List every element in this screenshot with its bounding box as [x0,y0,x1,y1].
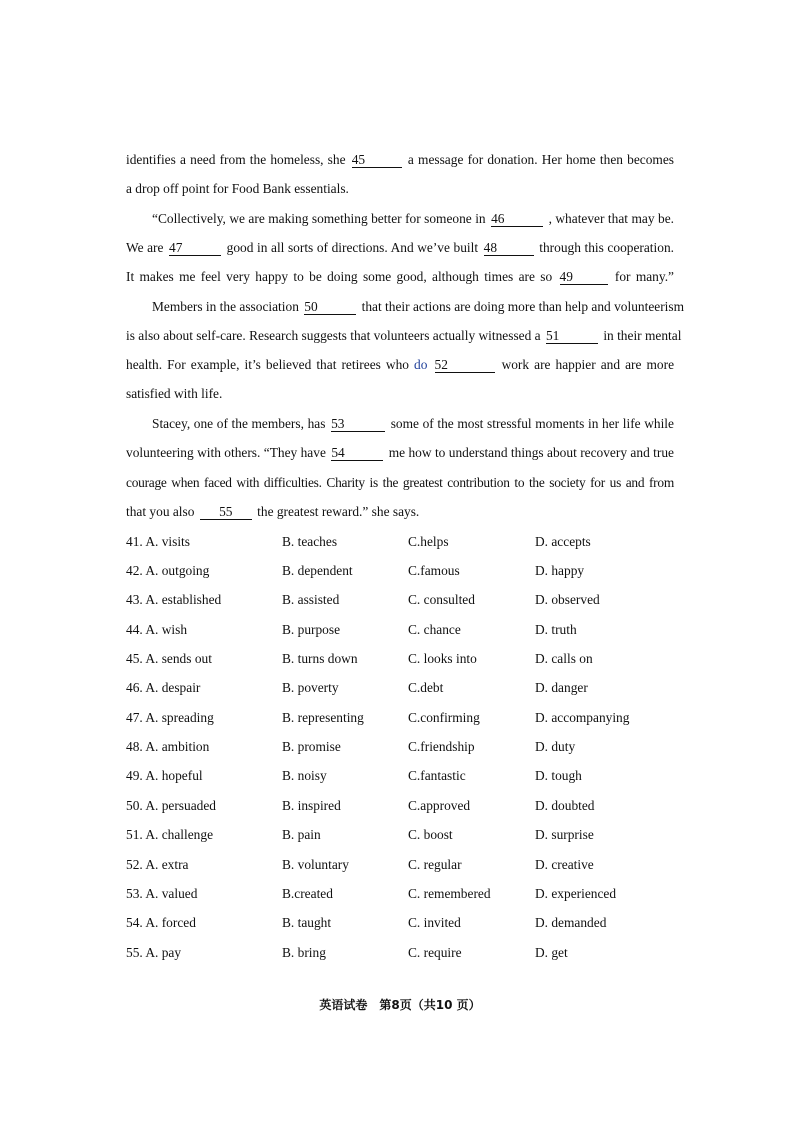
option-a[interactable]: 45. A. sends out [126,651,212,666]
option-a[interactable]: 49. A. hopeful [126,768,203,783]
passage-line-12 [126,474,674,492]
option-a[interactable]: 41. A. visits [126,534,190,549]
passage-line-7 [126,327,682,345]
option-b[interactable]: B. turns down [282,651,358,666]
text: some of the most stressful moments in her life while [390,416,674,431]
passage-line-4 [126,239,674,257]
passage-line-9 [126,385,674,403]
text: me how to understand things about recovery and true [388,445,674,460]
passage-line-6 [152,298,685,316]
passage-line-2 [126,180,674,198]
option-d[interactable]: D. experienced [535,886,617,901]
option-row-50 [126,797,686,815]
option-d[interactable]: D. danger [535,680,588,695]
blank-51: 51 [546,329,598,344]
option-c[interactable]: C.fantastic [408,768,466,783]
option-row-54 [126,914,686,932]
passage-line-13 [126,503,674,521]
option-c[interactable]: C. looks into [408,651,477,666]
page-footer: 英语试卷 第8页（共10 页） [319,998,481,1012]
text: good in all sorts of directions. And we’ve built [226,240,479,255]
option-b[interactable]: B. bring [282,945,326,960]
option-a[interactable]: 53. A. valued [126,886,198,901]
option-c[interactable]: C.debt [408,680,444,695]
option-a[interactable]: 43. A. established [126,592,222,607]
option-b[interactable]: B. inspired [282,798,341,813]
option-c[interactable]: C. regular [408,857,462,872]
option-row-52 [126,856,686,874]
option-b[interactable]: B.created [282,886,333,901]
blank-54: 54 [331,446,383,461]
option-c[interactable]: C. invited [408,915,461,930]
passage-line-11 [126,444,674,462]
option-b[interactable]: B. promise [282,739,341,754]
blank-55: 55 [200,505,252,520]
option-row-47 [126,709,686,727]
option-row-53 [126,885,686,903]
text: “Collectively, we are making something better for someone in [152,211,486,226]
option-a[interactable]: 52. A. extra [126,857,189,872]
option-row-49 [126,767,686,785]
text: work are happier and are more [501,357,675,372]
text: satisfied with life. [126,386,223,401]
option-b[interactable]: B. poverty [282,680,339,695]
passage-line-8 [126,356,674,374]
blank-52: 52 [435,358,495,373]
option-c[interactable]: C. remembered [408,886,491,901]
blank-47: 47 [169,241,221,256]
option-b[interactable]: B. dependent [282,563,353,578]
option-a[interactable]: 54. A. forced [126,915,196,930]
text: a drop off point for Food Bank essentials. [126,181,349,196]
option-row-41 [126,533,686,551]
option-a[interactable]: 46. A. despair [126,680,201,695]
option-b[interactable]: B. taught [282,915,332,930]
blank-50: 50 [304,300,356,315]
option-d[interactable]: D. creative [535,857,594,872]
blank-46: 46 [491,212,543,227]
blank-45: 45 [352,153,402,168]
option-d[interactable]: D. get [535,945,568,960]
text: is also about self-care. Research suggests that volunteers actually witnessed a [126,328,541,343]
text: Members in the association [152,299,299,314]
option-b[interactable]: B. assisted [282,592,340,607]
option-b[interactable]: B. pain [282,827,321,842]
option-c[interactable]: C.helps [408,534,449,549]
option-d[interactable]: D. tough [535,768,582,783]
option-d[interactable]: D. calls on [535,651,593,666]
text: Stacey, one of the members, has [152,416,326,431]
option-d[interactable]: D. happy [535,563,585,578]
blank-53: 53 [331,417,385,432]
option-c[interactable]: C.approved [408,798,471,813]
passage-line-1 [126,151,674,169]
option-c[interactable]: C. require [408,945,462,960]
option-b[interactable]: B. representing [282,710,364,725]
text: a message for donation. Her home then becomes [407,152,674,167]
option-d[interactable]: D. surprise [535,827,594,842]
passage-line-10 [152,415,674,433]
option-c[interactable]: C.confirming [408,710,480,725]
text: courage when faced with difficulties. Charity is the greatest contribution to the society for us and from [126,475,674,490]
option-a[interactable]: 42. A. outgoing [126,563,210,578]
text: through this cooperation. [539,240,674,255]
blank-49: 49 [560,270,608,285]
option-c[interactable]: C. consulted [408,592,475,607]
option-d[interactable]: D. duty [535,739,576,754]
option-b[interactable]: B. teaches [282,534,338,549]
passage-line-3 [152,210,674,228]
option-b[interactable]: B. noisy [282,768,327,783]
option-d[interactable]: D. accepts [535,534,591,549]
option-c[interactable]: C.famous [408,563,460,578]
passage-line-5 [126,268,674,286]
option-d[interactable]: D. demanded [535,915,607,930]
text: We are [126,240,164,255]
option-a[interactable]: 50. A. persuaded [126,798,216,813]
text: that you also [126,504,195,519]
option-c[interactable]: C. chance [408,622,461,637]
option-a[interactable]: 47. A. spreading [126,710,214,725]
option-a[interactable]: 44. A. wish [126,622,188,637]
option-row-55 [126,944,686,962]
blank-48: 48 [484,241,534,256]
text: health. For example, it’s believed that retirees who [126,357,409,372]
option-row-44 [126,621,686,639]
text: the greatest reward.” she says. [257,504,420,519]
option-d[interactable]: D. truth [535,622,577,637]
text: in their mental [603,328,682,343]
text: for many.” [614,269,674,284]
option-row-43 [126,591,686,609]
text: volunteering with others. “They have [126,445,326,460]
option-a[interactable]: 55. A. pay [126,945,182,960]
option-d[interactable]: D. doubted [535,798,595,813]
option-row-48 [126,738,686,756]
text: It makes me feel very happy to be doing some good, although times are so [126,269,553,284]
option-d[interactable]: D. accompanying [535,710,630,725]
text: identifies a need from the homeless, she [126,152,346,167]
option-a[interactable]: 48. A. ambition [126,739,210,754]
option-b[interactable]: B. purpose [282,622,341,637]
option-d[interactable]: D. observed [535,592,600,607]
text: that their actions are doing more than help and volunteerism [361,299,685,314]
option-row-45 [126,650,686,668]
option-b[interactable]: B. voluntary [282,857,349,872]
text: , whatever that may be. [548,211,674,226]
highlighted-word: do [414,357,428,372]
option-row-42 [126,562,686,580]
option-a[interactable]: 51. A. challenge [126,827,214,842]
option-row-46 [126,679,686,697]
option-row-51 [126,826,686,844]
option-c[interactable]: C.friendship [408,739,475,754]
option-c[interactable]: C. boost [408,827,453,842]
